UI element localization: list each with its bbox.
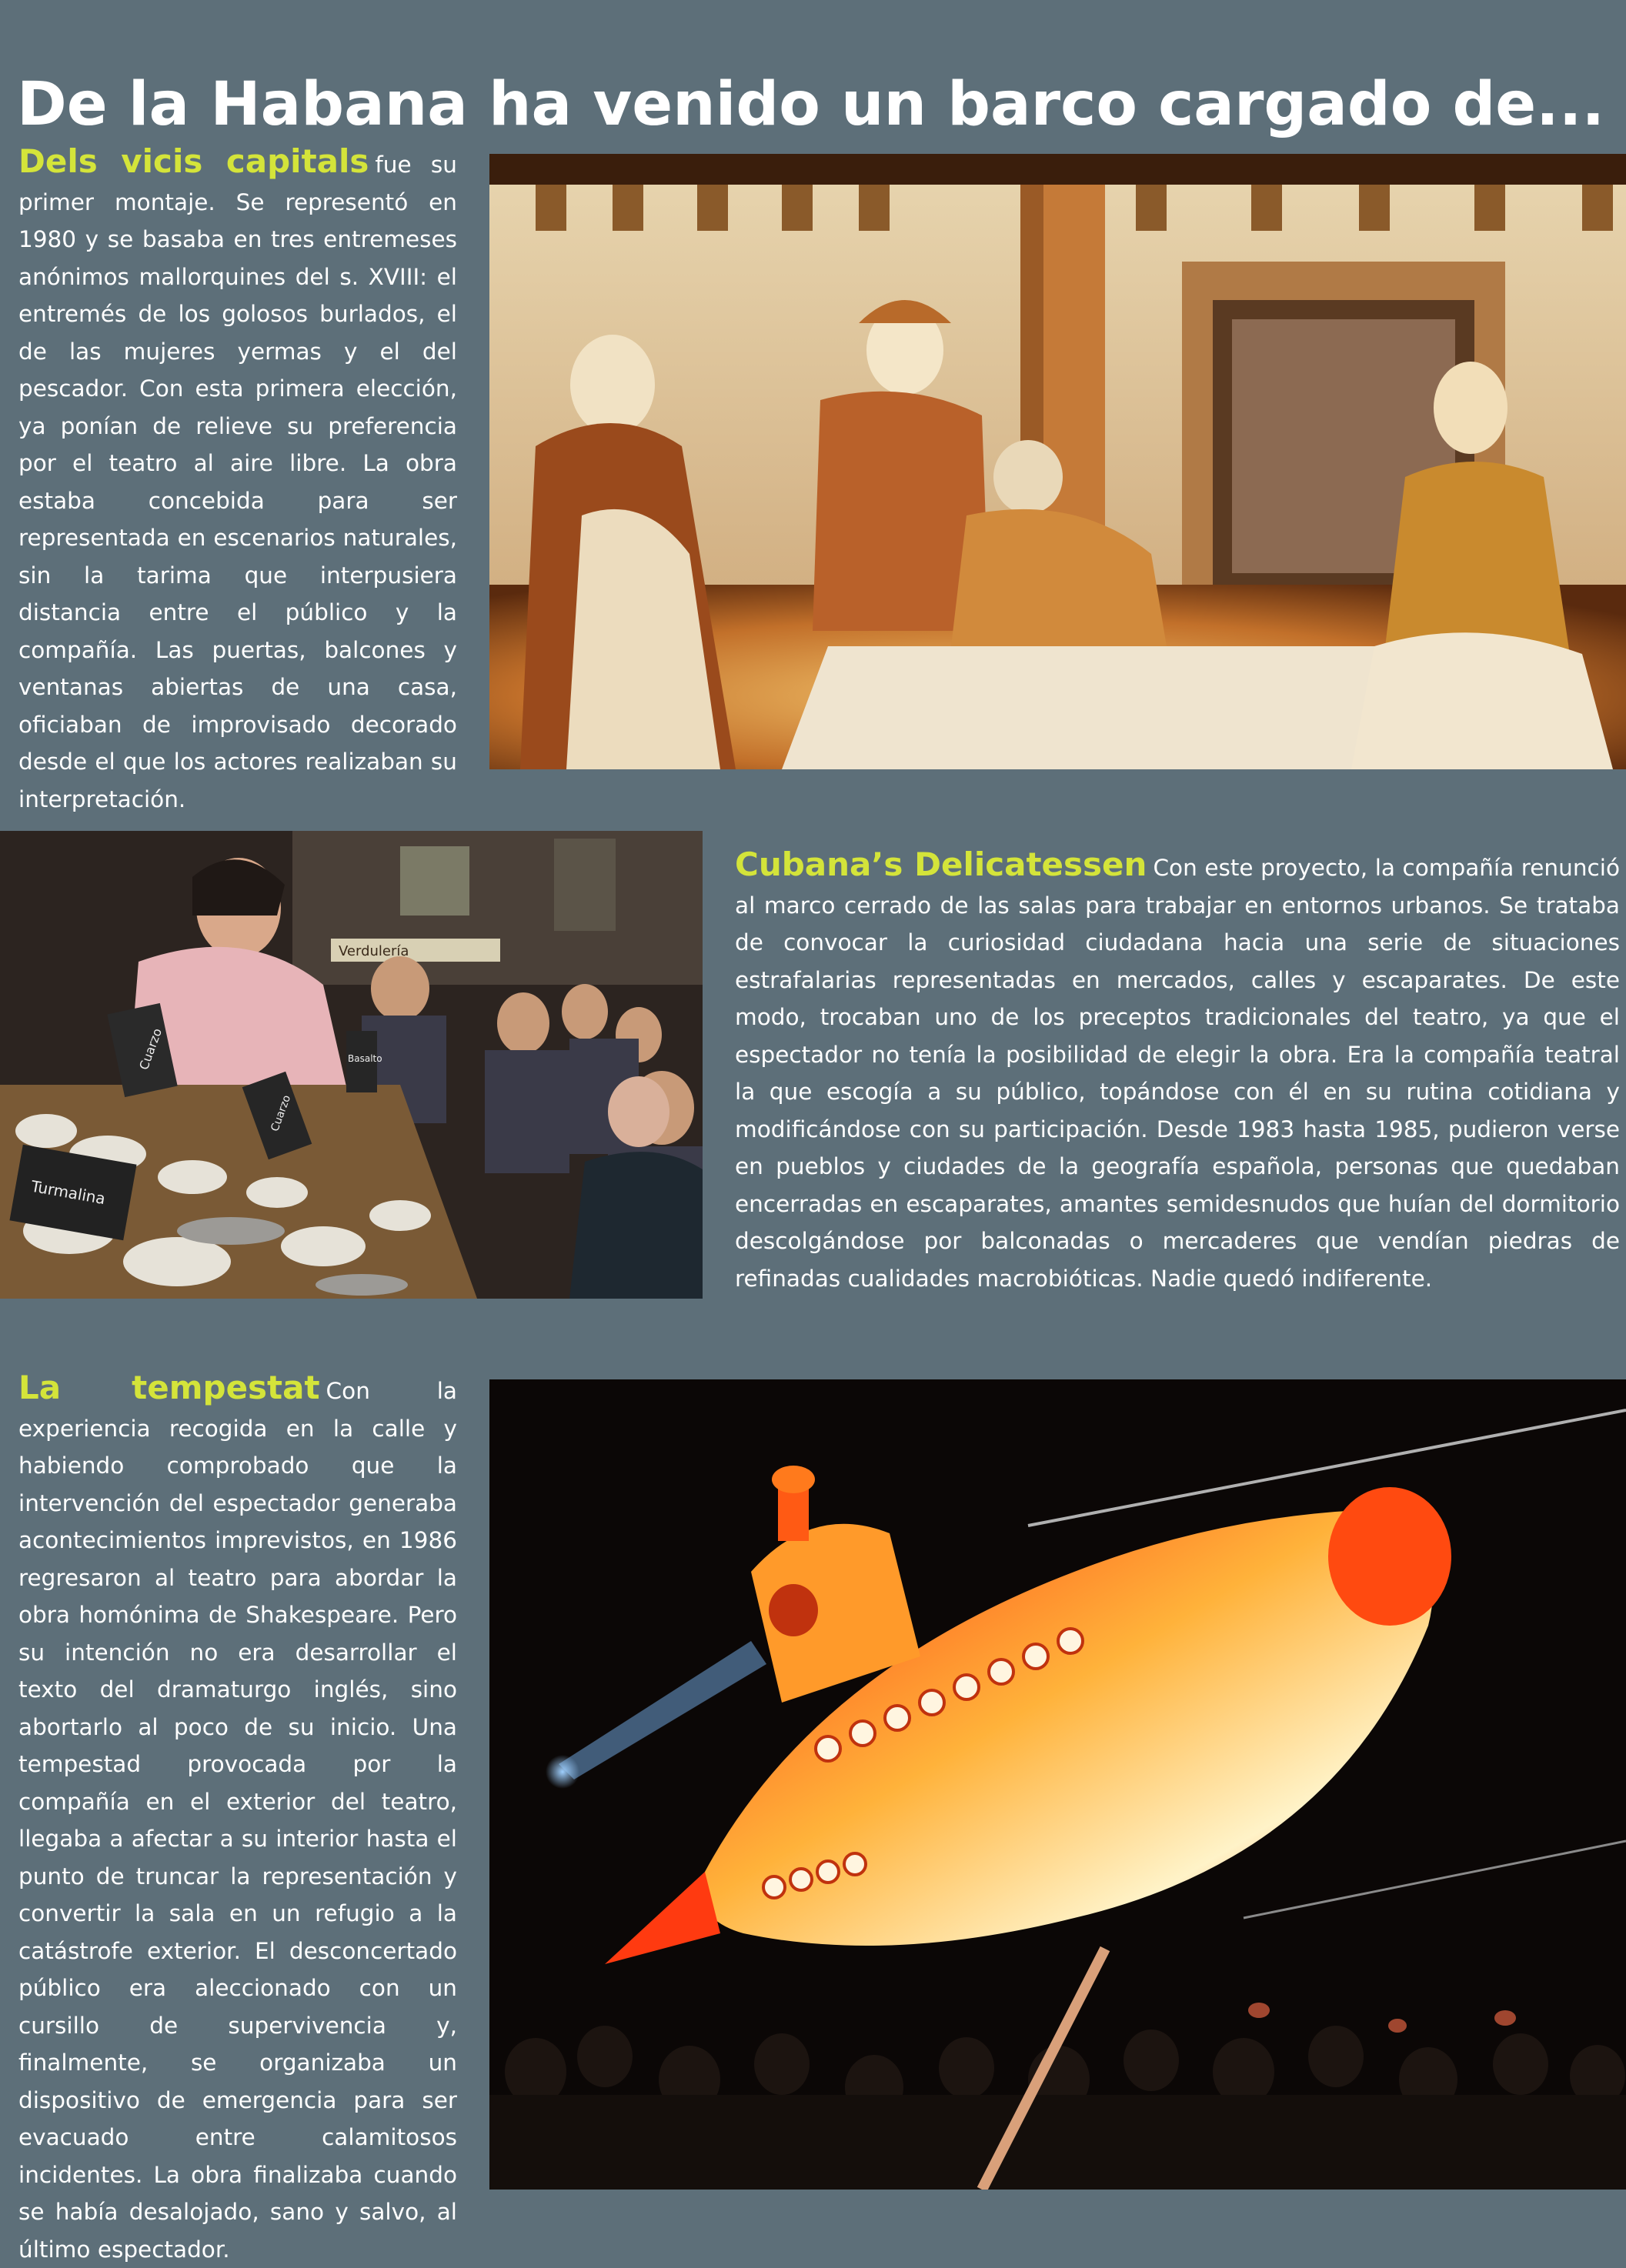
section-heading: Cubana’s Delicatessen [735,845,1147,883]
market-illustration [0,831,703,1299]
chalk-sign-text: Turmalina [29,1176,107,1209]
section-heading: La tempestat [18,1369,320,1406]
shop-sign-text: Verdulería [339,943,409,959]
chalk-sign-text: Cuarzo [269,1093,294,1133]
page-title: De la Habana ha venido un barco cargado de... [17,70,1605,140]
chalk-sign-text: Basalto [348,1053,382,1064]
submarine-night-photo [489,1379,1626,2190]
section-body: fue su primer montaje. Se representó en 1980 y se basaba en tres entremeses anónimos mallorquines del s. XVIII: el entremés de los golosos burlados, el de las mujeres yermas y el del pescador. Con esta primera elección, ya ponían de relieve su preferencia por el teatro al aire libre. La obra estaba concebida para ser representada en escenarios naturales, sin la tarima que interpusiera distancia entre el público y la compañía. Las puertas, balcones y ventanas abiertas de una casa, oficiaban de improvisado decorado desde el que los actores realizaban su interpretación. [18,152,457,812]
submarine-illustration [489,1379,1626,2190]
section-heading: Dels vicis capitals [18,142,369,180]
section-body: Con este proyecto, la compañía renunció al marco cerrado de las salas para trabajar en entornos urbanos. Se trataba de convocar la curiosidad ciudadana hacia una serie de situaciones estrafalarias representadas en mercados, calles y escaparates. De este modo, trocaban uno de los preceptos tradicionales del teatro, ya que el espectador no tenía la posibilidad de elegir la obra. Era la compañía teatral la que escogía a su público, topándose con él en su rutina cotidiana y modificándose con su participación. Desde 1983 hasta 1985, pudieron verse en pueblos y ciudades de la geografía española, personas que quedaban encerradas en escaparates, amantes semidesnudos que huían del dormitorio descolgándose por balconadas o mercaderes que vendían piedras de refinadas cualidades macrobióticas. Nadie quedó indiferente. [735,855,1620,1292]
section-cubanas-delicatessen [735,846,1620,1297]
section-body: Con la experiencia recogida en la calle y habiendo comprobado que la intervención del espectador generaba acontecimientos imprevistos, en 1986 regresaron al teatro para abordar la obra homónima de Shakespeare. Pero su intención no era desarrollar el texto del dramaturgo inglés, sino abortarlo al poco de su inicio. Una tempestad provocada por la compañía en el exterior del teatro, llegaba a afectar a su interior hasta el punto de truncar la representación y convertir la sala en un refugio a la catástrofe exterior. El desconcertado público era aleccionado con un cursillo de supervivencia y, finalmente, se organizaba un dispositivo de emergencia para ser evacuado entre calamitosos incidentes. La obra finalizaba cuando se había desalojado, sano y salvo, al último espectador. [18,1378,457,2263]
street-market-photo [0,831,703,1299]
stage-scene-illustration [489,154,1626,769]
chalk-sign-text: Cuarzo [136,1026,165,1072]
section-la-tempestat [18,1369,457,2268]
stage-scene-photo [489,154,1626,769]
section-dels-vicis-capitals [18,143,457,818]
